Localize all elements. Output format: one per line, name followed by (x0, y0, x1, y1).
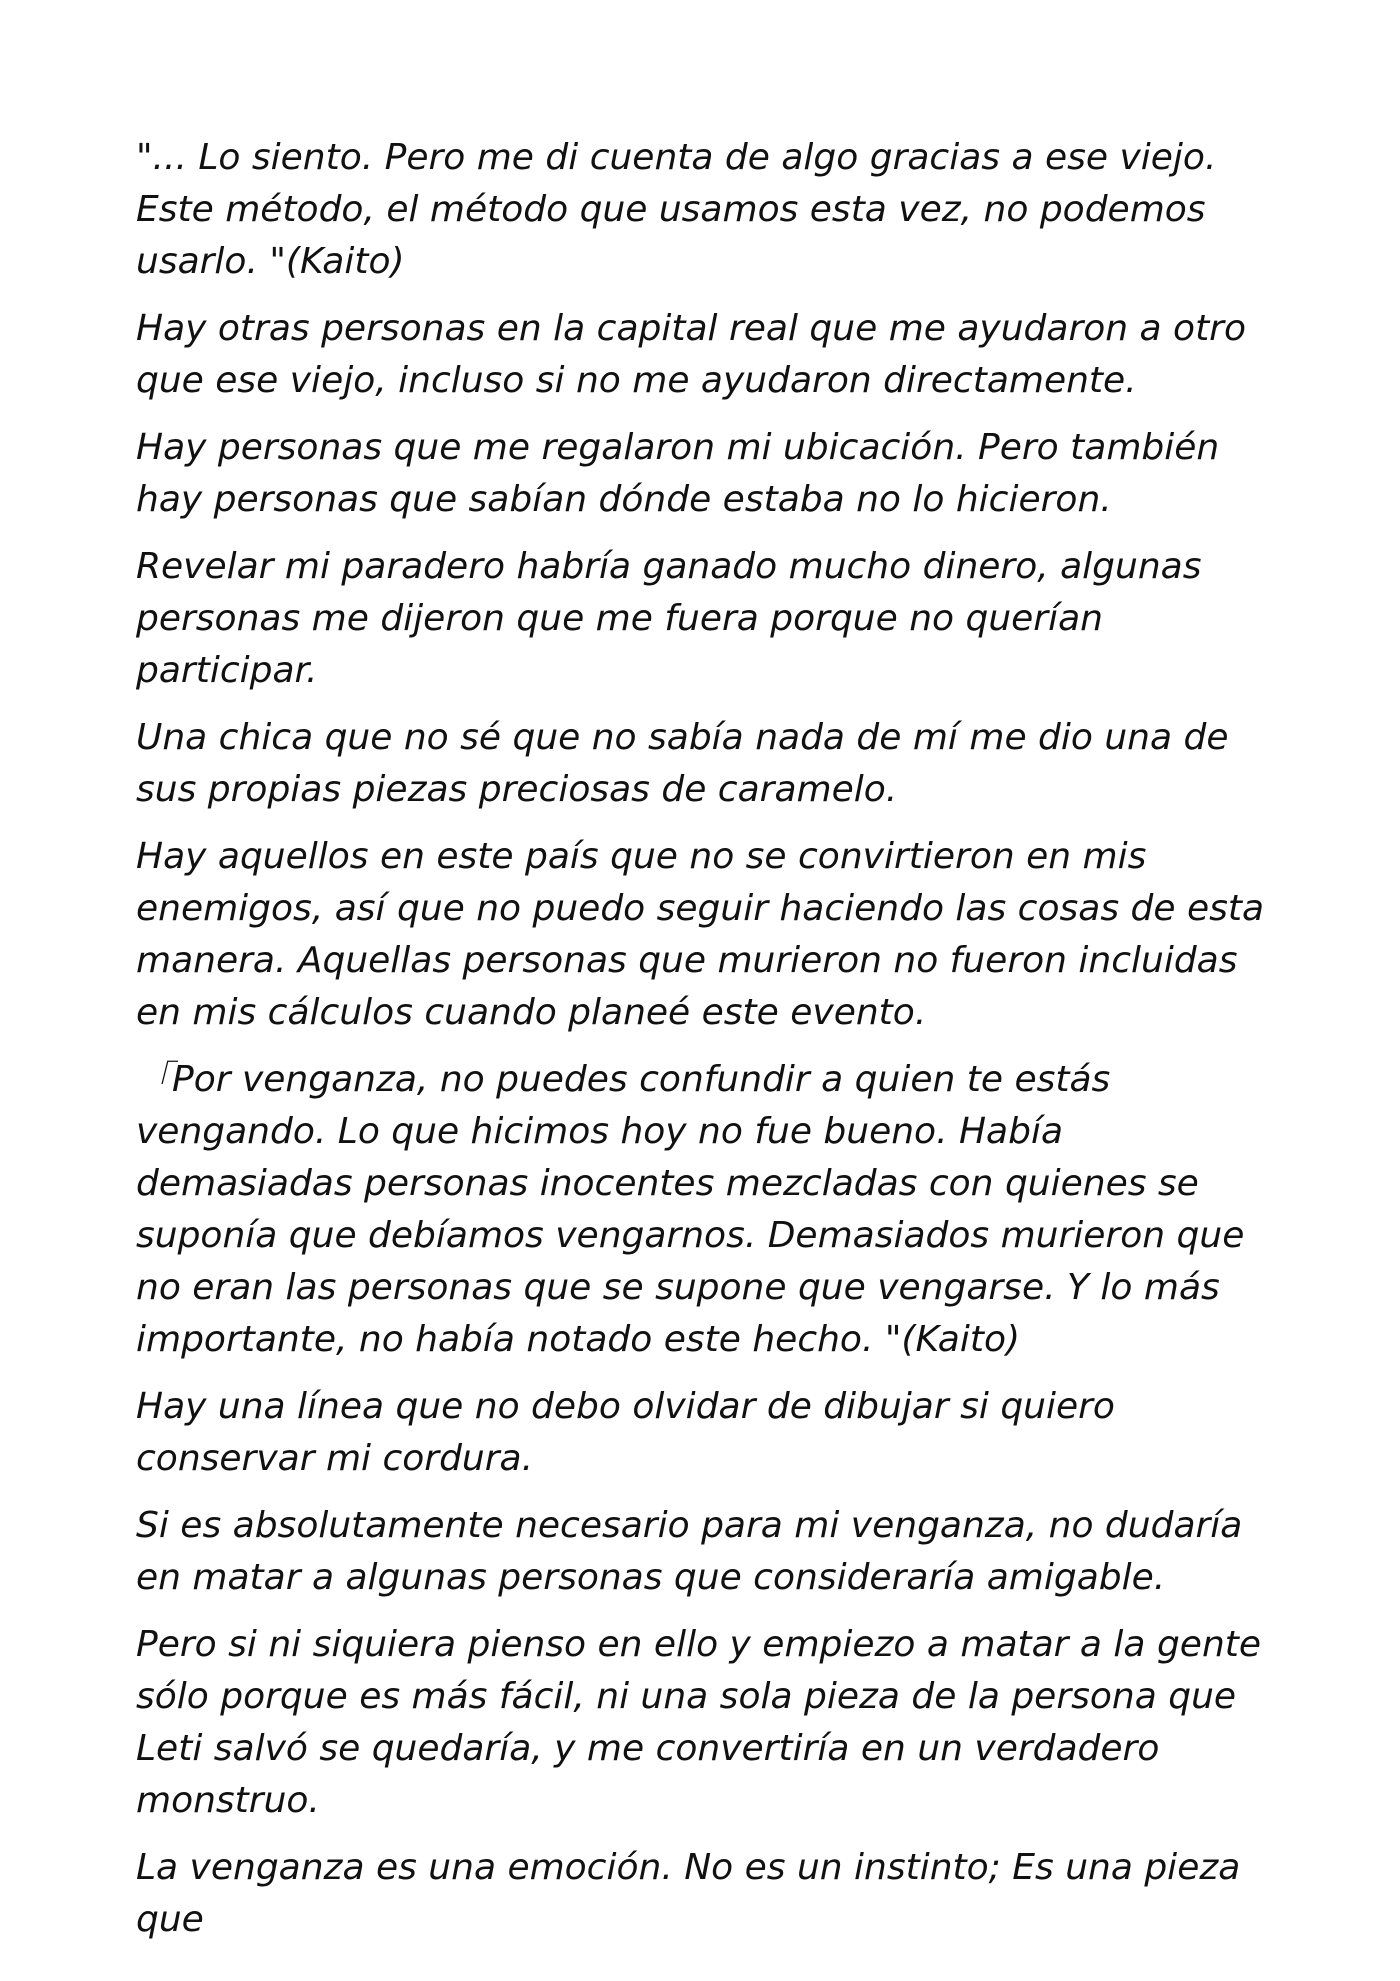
paragraph-3: Hay personas que me regalaron mi ubicación. Pero también hay personas que sabían dónde estaba no lo hicieron. (136, 427, 1220, 520)
paragraph-6: Hay aquellos en este país que no se convirtieron en mis enemigos, así que no puedo seguir haciendo las cosas de esta manera. Aquellas personas que murieron no fueron incluidas en mis cálculos cuando planeé este evento. (136, 836, 1265, 1033)
paragraph-7: 「Por venganza, no puedes confundir a quien te estás vengando. Lo que hicimos hoy no fue bueno. Había demasiadas personas inocentes mezcladas con quienes se suponía que debíamos vengarnos. Demasiados murieron que no eran las personas que se supone que vengarse. Y lo más importante, no había notado este hecho. "(Kaito) (136, 1059, 1245, 1360)
text-body (136, 132, 1286, 1961)
paragraph-9: Si es absolutamente necesario para mi venganza, no dudaría en matar a algunas personas que consideraría amigable. (136, 1505, 1243, 1598)
paragraph-4: Revelar mi paradero habría ganado mucho dinero, algunas personas me dijeron que me fuera porque no querían participar. (136, 546, 1202, 691)
paragraph-8: Hay una línea que no debo olvidar de dibujar si quiero conservar mi cordura. (136, 1386, 1115, 1479)
paragraph-2: Hay otras personas en la capital real que me ayudaron a otro que ese viejo, incluso si no me ayudaron directamente. (136, 308, 1247, 401)
paragraph-11: La venganza es una emoción. No es un instinto; Es una pieza que (136, 1847, 1241, 1940)
paragraph-10: Pero si ni siquiera pienso en ello y empiezo a matar a la gente sólo porque es más fácil, ni una sola pieza de la persona que Leti salvó se quedaría, y me convertiría en un verdadero monstruo. (136, 1624, 1262, 1821)
paragraph-5: Una chica que no sé que no sabía nada de mí me dio una de sus propias piezas preciosas de caramelo. (136, 717, 1229, 810)
paragraph-1: "... Lo siento. Pero me di cuenta de algo gracias a ese viejo. Este método, el método que usamos esta vez, no podemos usarlo. "(Kaito) (136, 137, 1217, 282)
